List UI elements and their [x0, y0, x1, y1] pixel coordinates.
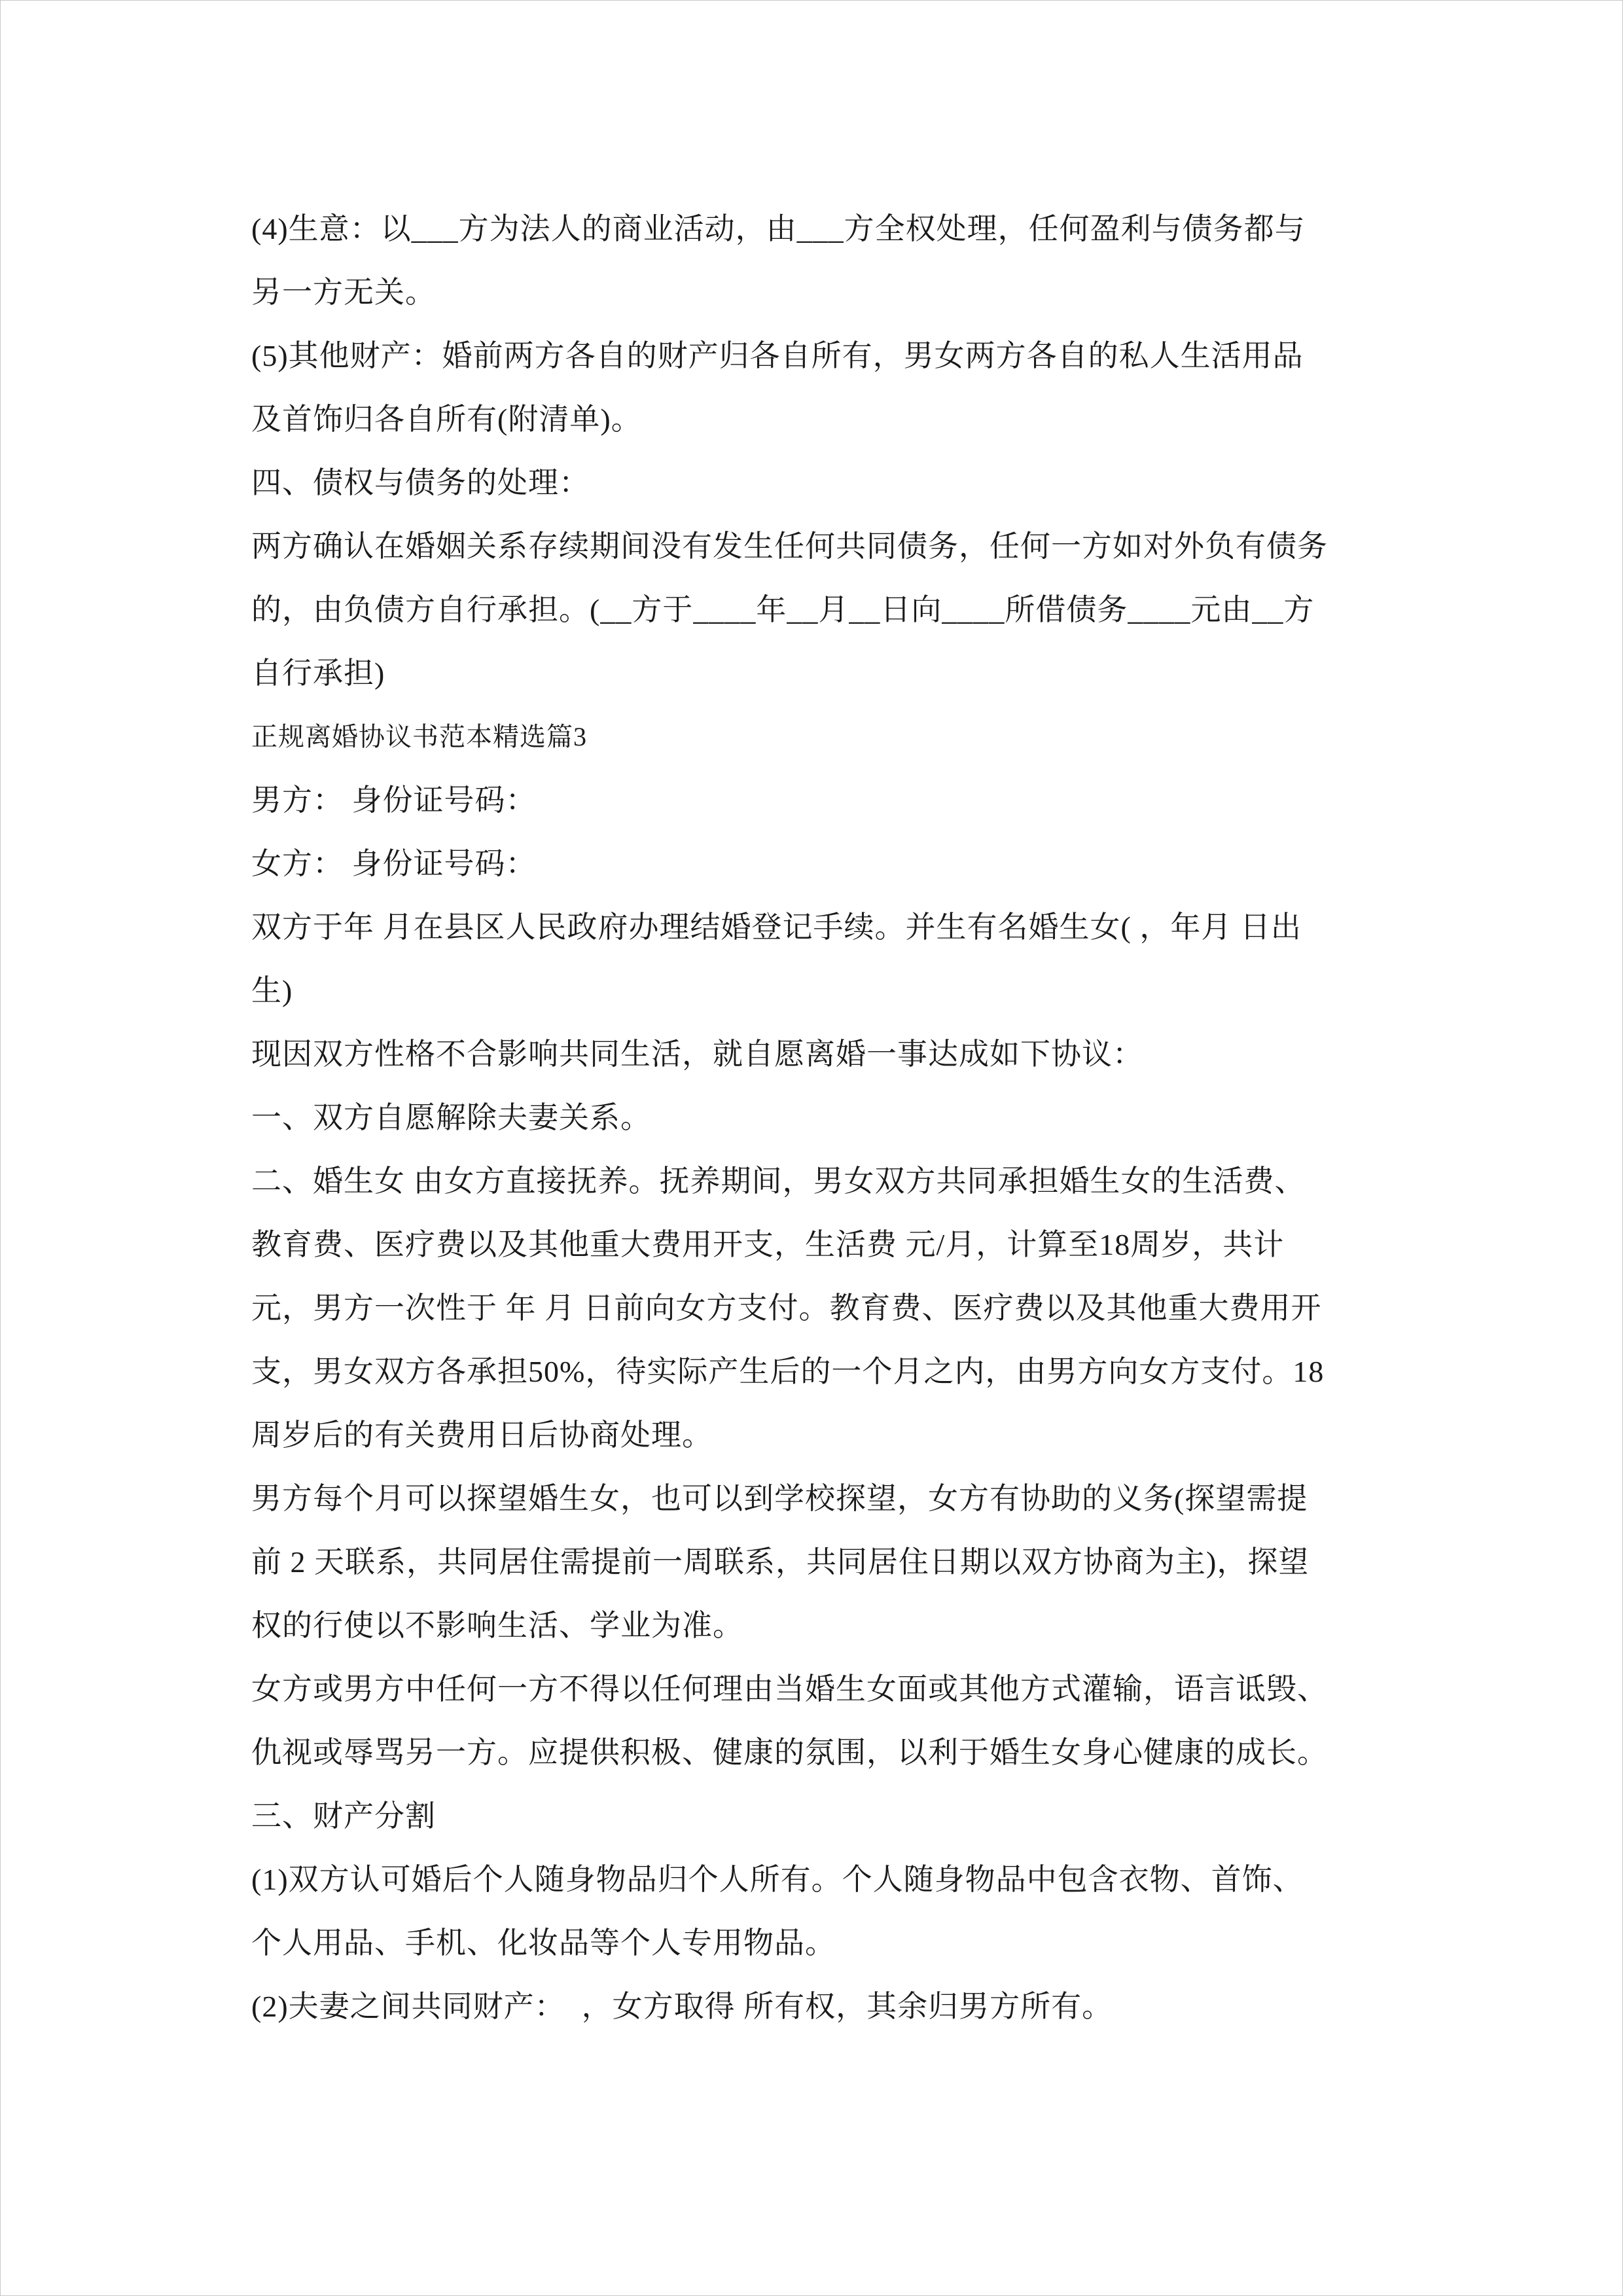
- text-line: 另一方无关。: [251, 276, 436, 309]
- text-line: 三、财产分割: [251, 1799, 436, 1833]
- text-line: 现因双方性格不合影响共同生活，就自愿离婚一事达成如下协议：: [251, 1037, 1143, 1071]
- text-line: 两方确认在婚姻关系存续期间没有发生任何共同债务，任何一方如对外负有债务: [251, 529, 1328, 563]
- text-line: 自行承担): [251, 656, 385, 690]
- text-line: 女方： 身份证号码：: [251, 847, 537, 880]
- text-line: 生): [251, 974, 293, 1007]
- text-line: (5)其他财产：婚前两方各自的财产归各自所有，男女两方各自的私人生活用品: [251, 339, 1304, 372]
- text-line: 女方或男方中任何一方不得以任何理由当婚生女面或其他方式灌输，语言诋毁、: [251, 1672, 1328, 1706]
- text-line: 二、婚生女 由女方直接抚养。抚养期间，男女双方共同承担婚生女的生活费、: [251, 1164, 1306, 1198]
- text-line: 支，男女双方各承担50%，待实际产生后的一个月之内，由男方向女方支付。18: [251, 1355, 1325, 1388]
- text-line: (2)夫妻之间共同财产： ，女方取得 所有权，其余归男方所有。: [251, 1990, 1113, 2023]
- text-line: 一、双方自愿解除夫妻关系。: [251, 1101, 651, 1134]
- text-line: 及首饰归各自所有(附清单)。: [251, 403, 642, 436]
- text-line: 个人用品、手机、化妆品等个人专用物品。: [251, 1926, 836, 1960]
- text-line: 的，由负债方自行承担。(__方于____年__月__日向____所借债务____元由__方: [251, 593, 1315, 626]
- document-subheading: 正规离婚协议书范本精选篇3: [251, 722, 587, 751]
- text-line: 仇视或辱骂另一方。应提供积极、健康的氛围，以利于婚生女身心健康的成长。: [251, 1736, 1328, 1769]
- text-line: 前 2 天联系，共同居住需提前一周联系，共同居住日期以双方协商为主)，探望: [251, 1545, 1310, 1579]
- text-line: 四、债权与债务的处理：: [251, 466, 590, 499]
- text-line: (1)双方认可婚后个人随身物品归个人所有。个人随身物品中包含衣物、首饰、: [251, 1863, 1304, 1896]
- text-line: 男方： 身份证号码：: [251, 783, 537, 817]
- text-line: 教育费、医疗费以及其他重大费用开支，生活费 元/月，计算至18周岁，共计: [251, 1228, 1285, 1261]
- text-line: 周岁后的有关费用日后协商处理。: [251, 1418, 713, 1452]
- text-line: 双方于年 月在县区人民政府办理结婚登记手续。并生有名婚生女( ，年月 日出: [251, 910, 1302, 944]
- text-line: 元，男方一次性于 年 月 日前向女方支付。教育费、医疗费以及其他重大费用开: [251, 1291, 1322, 1325]
- text-line: 权的行使以不影响生活、学业为准。: [251, 1609, 743, 1642]
- text-line: 男方每个月可以探望婚生女，也可以到学校探望，女方有协助的义务(探望需提: [251, 1482, 1308, 1515]
- text-line: (4)生意：以___方为法人的商业活动，由___方全权处理，任何盈利与债务都与: [251, 212, 1306, 245]
- document-content: [251, 197, 1387, 2038]
